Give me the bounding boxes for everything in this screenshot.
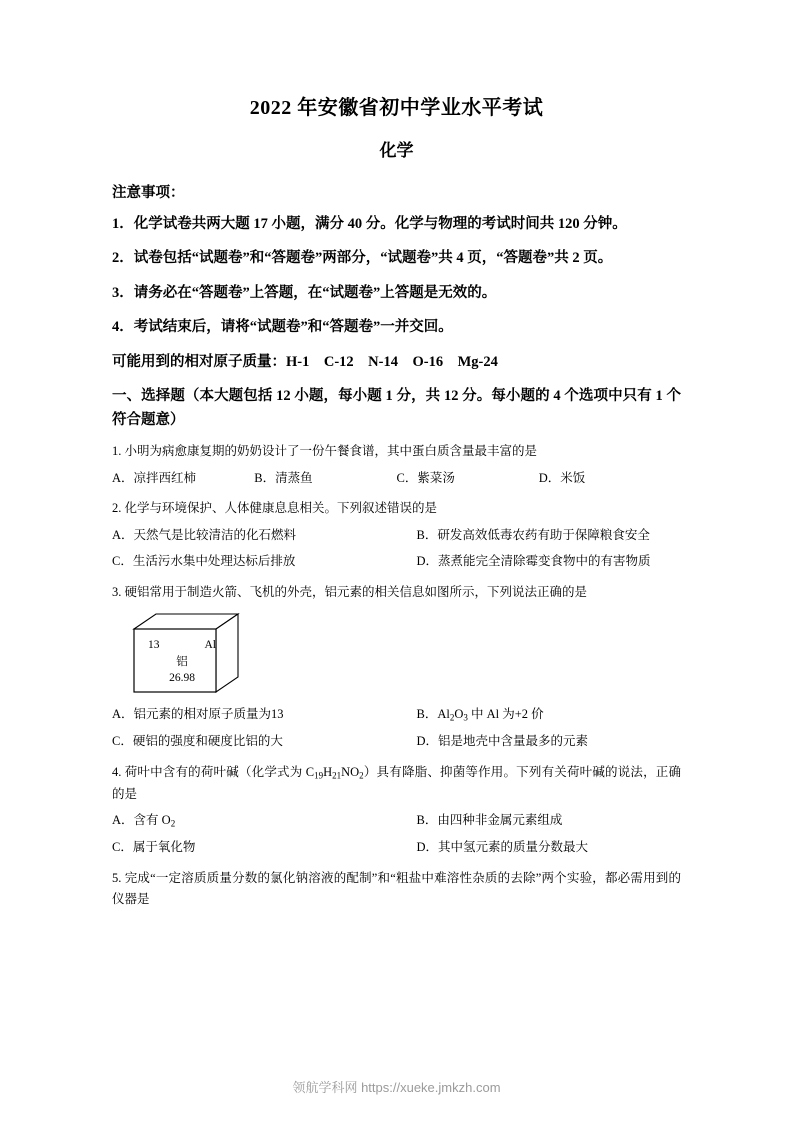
- element-name-cn: 铝: [176, 655, 188, 668]
- question-2-option-d[interactable]: D．蒸煮能完全清除霉变食物中的有害物质: [416, 554, 651, 569]
- question-5-stem: 完成“一定溶质质量分数的氯化钠溶液的配制”和“粗盐中难溶性杂质的去除”两个实验，都必需用到的仪器是: [112, 870, 681, 907]
- question-1-stem: 小明为病愈康复期的奶奶设计了一份午餐食谱，其中蛋白质含量最丰富的是: [124, 444, 538, 459]
- question-4-option-c[interactable]: C．属于氧化物: [112, 840, 196, 855]
- element-atomic-mass: 26.98: [169, 672, 195, 685]
- watermark: 领航学科网 https://xueke.jmkzh.com: [292, 1080, 501, 1095]
- question-3-number: 3.: [112, 584, 122, 599]
- question-1-options: [112, 468, 681, 490]
- question-4-number: 4.: [112, 764, 122, 779]
- question-1-number: 1.: [112, 444, 122, 459]
- question-4-options-row-2: [112, 837, 681, 859]
- element-cell-text: [144, 637, 220, 687]
- question-2: [112, 498, 681, 573]
- question-3-stem: 硬铝常用于制造火箭、飞机的外壳，铝元素的相关信息如图所示，下列说法正确的是: [124, 584, 588, 599]
- question-3-options-row-2: [112, 731, 681, 753]
- element-symbol: Al: [204, 639, 216, 652]
- page-subtitle: 化学: [379, 141, 414, 160]
- notice-item-3: 3．请务必在“答题卷”上答题，在“试题卷”上答题是无效的。: [112, 284, 497, 301]
- question-2-options-row-2: [112, 551, 681, 573]
- question-5-number: 5.: [112, 870, 122, 885]
- question-1-option-d[interactable]: D．米饭: [538, 470, 586, 485]
- question-4-options-row-1: [112, 810, 681, 832]
- element-atomic-number: 13: [148, 639, 160, 652]
- question-3-option-d[interactable]: D．铝是地壳中含量最多的元素: [416, 734, 589, 749]
- question-1: [112, 441, 681, 489]
- question-3: [112, 582, 681, 753]
- question-5: [112, 868, 681, 911]
- aluminium-element-cube-figure: [130, 611, 250, 699]
- section-heading-multiple-choice: 一、选择题（本大题包括 12 小题，每小题 1 分，共 12 分。每小题的 4 个选项中只有 1 个符合题意）: [112, 388, 681, 428]
- question-3-options-row-1: [112, 704, 681, 726]
- question-4: [112, 762, 681, 859]
- notice-item-4: 4．考试结束后，请将“试题卷”和“答题卷”一并交回。: [112, 319, 453, 336]
- question-2-number: 2.: [112, 501, 122, 516]
- notice-item-2: 2．试卷包括“试题卷”和“答题卷”两部分，“试题卷”共 4 页，“答题卷”共 2 页。: [112, 250, 613, 267]
- question-1-option-c[interactable]: C．紫菜汤: [396, 470, 455, 485]
- notice-item-1: 1．化学试卷共两大题 17 小题，满分 40 分。化学与物理的考试时间共 120 分钟。: [112, 216, 627, 232]
- question-4-stem: 荷叶中含有的荷叶碱（化学式为 $C_{19}H_{21}NO_2$）具有降脂、抑菌等作用。下列有关荷叶碱的说法，正确的是: [112, 764, 682, 801]
- page-title: 2022 年安徽省初中学业水平考试: [249, 97, 544, 119]
- question-3-option-c[interactable]: C．硬铝的强度和硬度比铝的大: [112, 734, 283, 749]
- question-1-option-a[interactable]: A．凉拌西红柿: [112, 470, 197, 485]
- question-4-option-a[interactable]: A．含有 $O_2$: [112, 813, 176, 829]
- question-2-options-row-1: [112, 525, 681, 547]
- question-1-option-b[interactable]: B．清蒸鱼: [254, 470, 313, 485]
- question-2-stem: 化学与环境保护、人体健康息息相关。下列叙述错误的是: [124, 501, 438, 516]
- question-4-option-d[interactable]: D．其中氢元素的质量分数最大: [416, 840, 589, 855]
- question-2-option-a[interactable]: A．天然气是比较清洁的化石燃料: [112, 527, 297, 542]
- question-3-option-a[interactable]: A．铝元素的相对原子质量为13: [112, 707, 284, 722]
- atomic-mass-line: 可能用到的相对原子质量：H-1 C-12 N-14 O-16 Mg-24: [112, 353, 498, 370]
- question-4-option-b[interactable]: B．由四种非金属元素组成: [416, 813, 563, 828]
- question-3-option-b[interactable]: B．$Al_2O_3$ 中 Al 为+2 价: [416, 707, 544, 723]
- notice-heading: 注意事项：: [112, 185, 185, 201]
- question-2-option-b[interactable]: B．研发高效低毒农药有助于保障粮食安全: [416, 527, 650, 542]
- question-2-option-c[interactable]: C．生活污水集中处理达标后排放: [112, 554, 296, 569]
